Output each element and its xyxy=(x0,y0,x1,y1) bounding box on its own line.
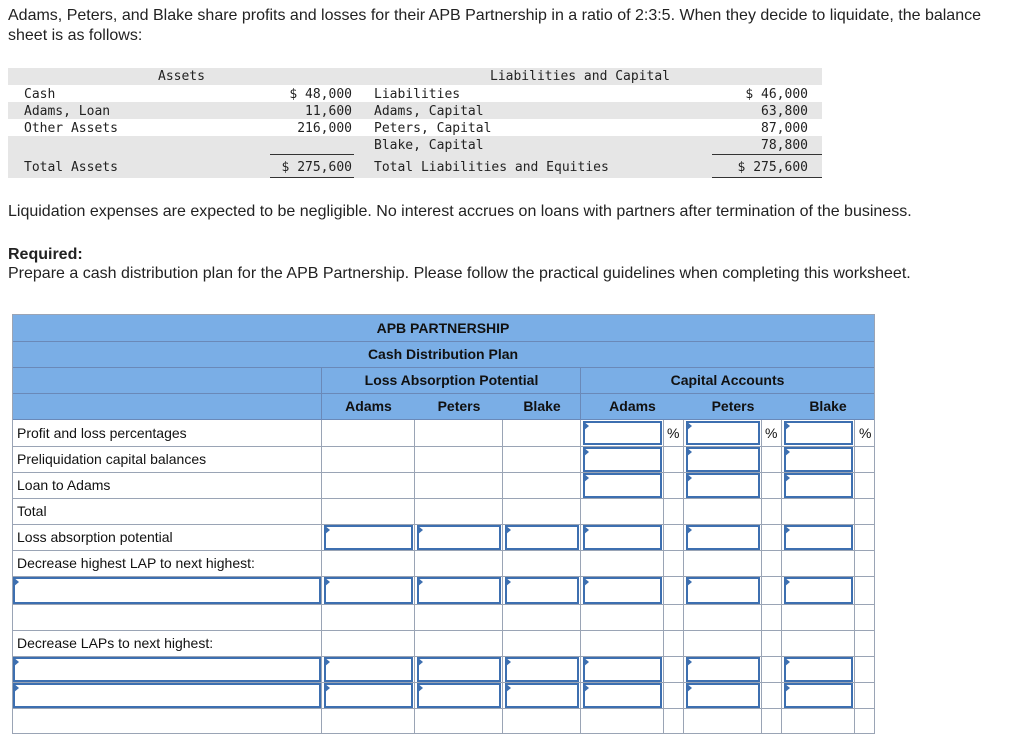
worksheet-title: APB PARTNERSHIP xyxy=(376,320,510,336)
decrease-laps-adams-input-1[interactable] xyxy=(324,657,413,682)
decrease-laps-label-input-2[interactable] xyxy=(13,683,321,708)
underline xyxy=(270,177,354,178)
divider xyxy=(854,420,855,733)
lap-header: Loss Absorption Potential xyxy=(364,372,539,388)
table-row xyxy=(13,605,874,631)
asset-label-adams-loan: Adams, Loan xyxy=(24,104,111,119)
divider xyxy=(502,420,503,733)
divider xyxy=(414,420,415,733)
capital-accounts-header: Capital Accounts xyxy=(670,372,785,388)
decrease-laps-cap-blake-input-2[interactable] xyxy=(784,683,853,708)
row-label-decrease-laps: Decrease LAPs to next highest: xyxy=(17,635,214,651)
liab-value-peters-capital: 87,000 xyxy=(761,121,808,136)
row-label-total: Total xyxy=(17,503,47,519)
pct-sign-peters: % xyxy=(765,425,778,441)
asset-value-adams-loan: 11,600 xyxy=(305,104,352,119)
liab-label-liabilities: Liabilities xyxy=(374,87,461,102)
pl-pct-peters-input[interactable] xyxy=(686,421,760,445)
required-text: Prepare a cash distribution plan for the APB Partnership. Please follow the practical guidelines when completing this worksheet. xyxy=(8,265,911,282)
decrease-laps-cap-peters-input-1[interactable] xyxy=(686,657,760,682)
cap-col-adams: Adams xyxy=(609,398,656,414)
divider xyxy=(683,420,684,733)
asset-label-cash: Cash xyxy=(24,87,56,102)
decrease-highest-cap-adams-input[interactable] xyxy=(583,577,662,604)
asset-value-cash: $ 48,000 xyxy=(289,87,352,102)
divider xyxy=(663,420,664,733)
loan-peters-input[interactable] xyxy=(686,473,760,498)
lap-adams-input[interactable] xyxy=(324,525,413,550)
lap-blake-input[interactable] xyxy=(505,525,579,550)
cap-col-blake: Blake xyxy=(809,398,847,414)
liab-label-adams-capital: Adams, Capital xyxy=(374,104,484,119)
total-assets-value: $ 275,600 xyxy=(281,160,352,175)
lap-peters-input[interactable] xyxy=(417,525,501,550)
row-label-decrease-highest-lap: Decrease highest LAP to next highest: xyxy=(17,555,255,571)
liabilities-capital-header: Liabilities and Capital xyxy=(490,69,671,84)
decrease-highest-blake-input[interactable] xyxy=(505,577,579,604)
header-band xyxy=(8,68,822,85)
capital-adams-input[interactable] xyxy=(583,447,662,472)
decrease-highest-cap-blake-input[interactable] xyxy=(784,577,853,604)
divider xyxy=(761,420,762,733)
decrease-laps-blake-input-2[interactable] xyxy=(505,683,579,708)
underline xyxy=(712,154,822,155)
capital-blake-input[interactable] xyxy=(784,447,853,472)
row-label-preliquidation-balances: Preliquidation capital balances xyxy=(17,451,207,467)
total-liab-label: Total Liabilities and Equities xyxy=(374,160,609,175)
decrease-laps-cap-adams-input-2[interactable] xyxy=(583,683,662,708)
lap-col-peters: Peters xyxy=(437,398,481,414)
cash-distribution-worksheet xyxy=(12,314,875,734)
underline xyxy=(270,154,354,155)
decrease-highest-adams-input[interactable] xyxy=(324,577,413,604)
lap-col-adams: Adams xyxy=(345,398,392,414)
liab-value-liabilities: $ 46,000 xyxy=(745,87,808,102)
table-row xyxy=(13,499,874,525)
pl-pct-adams-input[interactable] xyxy=(583,421,662,445)
row-label-lap: Loss absorption potential xyxy=(17,529,173,545)
asset-value-other-assets: 216,000 xyxy=(297,121,352,136)
capital-peters-input[interactable] xyxy=(686,447,760,472)
liab-label-blake-capital: Blake, Capital xyxy=(374,138,484,153)
worksheet-subtitle: Cash Distribution Plan xyxy=(367,346,519,362)
asset-label-other-assets: Other Assets xyxy=(24,121,118,136)
decrease-highest-cap-peters-input[interactable] xyxy=(686,577,760,604)
decrease-laps-cap-adams-input-1[interactable] xyxy=(583,657,662,682)
divider xyxy=(580,420,581,733)
assets-header: Assets xyxy=(158,69,205,84)
decrease-laps-label-input-1[interactable] xyxy=(13,657,321,682)
divider xyxy=(321,420,322,733)
intro-text: Adams, Peters, and Blake share profits and losses for their APB Partnership in a ratio of 2:3:5. When they decide to liquidate, the balance sheet is as follows: xyxy=(8,7,981,44)
lap-cap-blake-input[interactable] xyxy=(784,525,853,550)
row-label-pl-percentages: Profit and loss percentages xyxy=(17,425,187,441)
loan-blake-input[interactable] xyxy=(784,473,853,498)
pl-pct-blake-input[interactable] xyxy=(784,421,853,445)
underline xyxy=(712,177,822,178)
divider xyxy=(580,368,581,420)
lap-cap-peters-input[interactable] xyxy=(686,525,760,550)
decrease-laps-blake-input-1[interactable] xyxy=(505,657,579,682)
liab-value-blake-capital: 78,800 xyxy=(761,138,808,153)
decrease-laps-peters-input-1[interactable] xyxy=(417,657,501,682)
decrease-laps-cap-blake-input-1[interactable] xyxy=(784,657,853,682)
decrease-highest-label-input[interactable] xyxy=(13,577,321,604)
pct-sign-adams: % xyxy=(667,425,680,441)
total-liab-value: $ 275,600 xyxy=(737,160,808,175)
divider xyxy=(321,368,322,420)
divider xyxy=(781,420,782,733)
pct-sign-blake: % xyxy=(859,425,872,441)
total-assets-label: Total Assets xyxy=(24,160,118,175)
lap-cap-adams-input[interactable] xyxy=(583,525,662,550)
note-text: Liquidation expenses are expected to be negligible. No interest accrues on loans with partners after termination of the business. xyxy=(8,203,912,220)
decrease-laps-cap-peters-input-2[interactable] xyxy=(686,683,760,708)
row-label-loan-to-adams: Loan to Adams xyxy=(17,477,111,493)
required-heading: Required: xyxy=(8,246,83,263)
loan-adams-input[interactable] xyxy=(583,473,662,498)
decrease-laps-peters-input-2[interactable] xyxy=(417,683,501,708)
decrease-laps-adams-input-2[interactable] xyxy=(324,683,413,708)
balance-sheet xyxy=(8,68,822,180)
cap-col-peters: Peters xyxy=(711,398,755,414)
liab-value-adams-capital: 63,800 xyxy=(761,104,808,119)
lap-col-blake: Blake xyxy=(523,398,561,414)
liab-label-peters-capital: Peters, Capital xyxy=(374,121,492,136)
decrease-highest-peters-input[interactable] xyxy=(417,577,501,604)
